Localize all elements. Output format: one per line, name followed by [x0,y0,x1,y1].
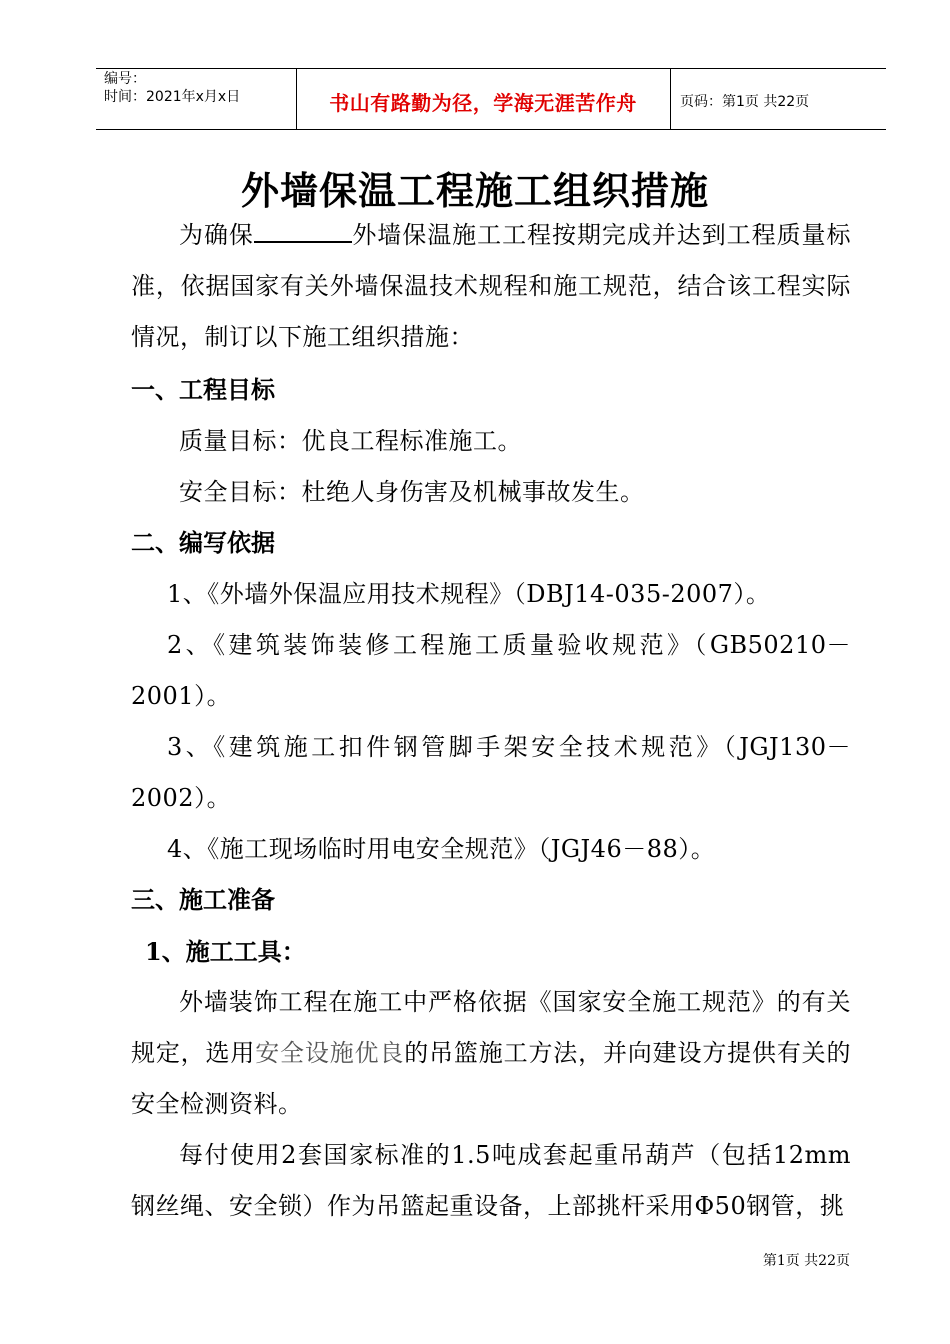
header-meta-cell [96,69,297,129]
tools-text-highlight: 安全设施优良 [255,1039,405,1067]
intro-paragraph [131,210,851,363]
section-heading: 三、施工准备 [131,886,275,914]
document-header [96,68,886,130]
tools-text-c: 的吊篮施工方法，并向建设方提供有关的安全检测资料。 [131,1039,852,1118]
section-heading: 二、编写依据 [131,529,275,557]
hoist-paragraph: 每付使用2套国家标准的1.5吨成套起重吊葫芦（包括12mm钢丝绳、安全锁）作为吊篮起重设备，上部挑杆采用Φ50钢管，挑 [131,1141,851,1220]
page-footer: 第1页 共22页 [762,1253,850,1269]
reference-item: 3、《建筑施工扣件钢管脚手架安全技术规范》（JGJ130－2002）。 [131,733,851,812]
section-heading: 一、工程目标 [131,376,275,404]
time-label: 时间：2021年x月x日 [104,89,241,105]
reference-item: 4、《施工现场临时用电安全规范》（JGJ46－88）。 [167,835,716,863]
subsection-heading: 1、施工工具： [145,937,306,966]
tools-text-a: 外墙装饰工程在施工中严格依据《国家安全施工规范》的有关规定，选用 [131,988,851,1067]
project-name-blank [254,219,352,243]
reference-item: 2、《建筑装饰装修工程施工质量验收规范》（GB50210－2001）。 [131,631,851,710]
safety-target: 安全目标：杜绝人身伤害及机械事故发生。 [179,478,645,506]
page-label: 页码：第1页 共22页 [680,94,810,110]
intro-rest: 外墙保温施工工程按期完成并达到工程质量标准，依据国家有关外墙保温技术规程和施工规范，结合该工程实际情况，制订以下施工组织措施： [131,221,852,351]
quality-target: 质量目标：优良工程标准施工。 [179,427,522,455]
motto: 书山有路勤为径，学海无涯苦作舟 [329,91,637,115]
number-label: 编号： [104,71,146,87]
header-page-cell [670,69,886,129]
tools-paragraph [131,977,851,1130]
document-body [131,210,851,1232]
document-title: 外墙保温工程施工组织措施 [240,168,709,213]
intro-start: 为确保 [179,221,254,249]
header-motto-cell [296,69,671,129]
reference-item: 1、《外墙外保温应用技术规程》（DBJ14-035-2007）。 [167,580,771,608]
